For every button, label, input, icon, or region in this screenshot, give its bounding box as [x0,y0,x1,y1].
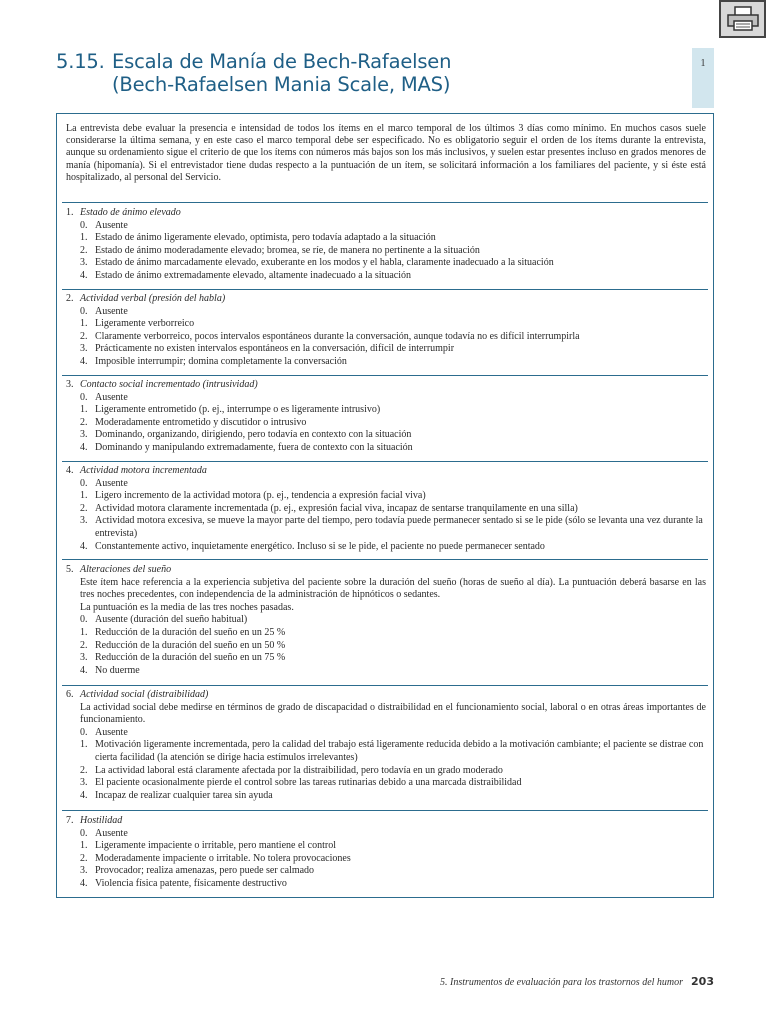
item-option: 3. Actividad motora excesiva, se mueve la mayor parte del tiempo, pero todavía puede permanecer sentado si se le pide (sólo se levanta una vez durante la entrevista) [80,515,703,539]
printer-icon [726,6,760,32]
footer-text: 5. Instrumentos de evaluación para los trastornos del humor [439,977,684,988]
item-option: 2. Moderadamente impaciente o irritable. No tolera provocaciones [80,852,351,864]
item-option: 0. Ausente [80,827,128,839]
page-number: 203 [691,975,714,988]
print-button[interactable] [719,0,766,38]
scale-item-1 [66,207,706,283]
item-option: 0. Ausente [80,219,128,231]
item-option: 3. Provocador; realiza amenazas, pero puede ser calmado [80,865,315,877]
item-option: 1. Estado de ánimo ligeramente elevado, optimista, pero todavía adaptado a la situación [80,232,436,244]
item-option: 4. Violencia física patente, físicamente destructivo [80,877,287,889]
item-title: 5. Alteraciones del sueño [66,564,172,575]
item-title: 7. Hostilidad [66,815,123,826]
item-description: Este ítem hace referencia a la experiencia subjetiva del paciente sobre la duración del sueño (horas de sueño al día). La puntuación deberá basarse en las tres noches precedentes, con independencia de la administración de hipnóticos o sedantes. [80,576,706,601]
item-option: 0. Ausente [80,305,128,317]
item-option: 3. El paciente ocasionalmente pierde el control sobre las tareas rutinarias debido a una marcada distraibilidad [80,777,522,789]
scale-item-4 [66,465,706,553]
scale-item-7 [66,815,706,891]
item-title: 1. Estado de ánimo elevado [66,207,181,218]
page-footer [300,975,714,988]
title-line-2: (Bech-Rafaelsen Mania Scale, MAS) [112,73,451,96]
divider [62,810,708,811]
section-number: 5.15. [56,50,105,73]
item-option: 3. Estado de ánimo marcadamente elevado, exuberante en los modos y el habla, claramente inadecuado a la situación [80,257,554,269]
scale-item-3 [66,379,706,455]
divider [62,461,708,462]
item-option: 4. Imposible interrumpir; domina completamente la conversación [80,355,347,367]
item-option: 1. Reducción de la duración del sueño en un 25 % [80,626,286,638]
item-option: 3. Prácticamente no existen intervalos espontáneos en la conversación, difícil de interrumpir [80,343,455,355]
item-option: 4. Dominando y manipulando extremadamente, fuera de contexto con la situación [80,441,413,453]
divider [62,375,708,376]
item-option: 2. Actividad motora claramente incrementada (p. ej., expresión facial viva, incapaz de sentarse tranquilamente en una silla) [80,502,578,514]
item-title: 3. Contacto social incrementado (intrusividad) [66,379,258,390]
item-option: 3. Dominando, organizando, dirigiendo, pero todavía en contexto con la situación [80,429,412,441]
item-option: 4. No duerme [80,664,140,676]
item-option: 4. Estado de ánimo extremadamente elevado, altamente inadecuado a la situación [80,269,411,281]
item-option: 0. Ausente [80,477,128,489]
item-option: 1. Ligeramente verborreico [80,318,195,330]
item-description: La puntuación es la media de las tres noches pasadas. [80,601,294,613]
intro-paragraph: La entrevista debe evaluar la presencia e intensidad de todos los ítems en el marco temporal de los últimos 3 días como mínimo. En muchos casos suele considerarse la última semana, y en este caso el marco temporal debe ser especificado. No es obligatorio seguir el orden de los ítems durante la entrevista, aunque su ordenamiento sigue el criterio de que los ítems con números más bajos son los más inclusivos, y suelen estar presentes incluso en grados menores de manía (hipomanía). Si el entrevistador tiene dudas respecto a la puntuación de un ítem, se solicitará información a los familiares del paciente, y si éste está hospitalizado, al personal del Servicio. [66,123,706,183]
item-option: 2. La actividad laboral está claramente afectada por la distraibilidad, pero todavía en un grado moderado [80,764,503,776]
divider [62,559,708,560]
title-line-1: Escala de Manía de Bech-Rafaelsen [112,50,452,73]
item-option: 4. Constantemente activo, inquietamente energético. Incluso si se le pide, el paciente no puede permanecer sentado [80,540,545,552]
divider [62,289,708,290]
divider [62,685,708,686]
item-title: 2. Actividad verbal (presión del habla) [66,293,226,304]
item-option: 1. Ligeramente entrometido (p. ej., interrumpe o es ligeramente intrusivo) [80,404,381,416]
divider [62,202,708,203]
item-option: 0. Ausente (duración del sueño habitual) [80,614,248,626]
chapter-tab: 1 [692,48,714,108]
page-title [56,50,676,96]
scale-item-2 [66,293,706,369]
item-option: 0. Ausente [80,391,128,403]
scale-item-6 [66,689,706,802]
item-title: 4. Actividad motora incrementada [66,465,207,476]
item-option: 4. Incapaz de realizar cualquier tarea sin ayuda [80,789,273,801]
item-option: 2. Moderadamente entrometido y discutidor o intrusivo [80,416,307,428]
item-description: La actividad social debe medirse en términos de grado de discapacidad o distraibilidad en el funcionamiento social, laboral o en otras áreas importantes de funcionamiento. [80,701,706,726]
item-option: 0. Ausente [80,726,128,738]
item-option: 2. Claramente verborreico, pocos intervalos espontáneos durante la conversación, aunque todavía no es difícil interrumpirla [80,330,580,342]
scale-item-5 [66,564,706,677]
item-option: 1. Ligero incremento de la actividad motora (p. ej., tendencia a expresión facial viva) [80,490,426,502]
item-option: 3. Reducción de la duración del sueño en un 75 % [80,652,286,664]
item-option: 2. Estado de ánimo moderadamente elevado; bromea, se ríe, de manera no pertinente a la situación [80,244,480,256]
item-option: 1. Motivación ligeramente incrementada, pero la calidad del trabajo está ligeramente reducida debido a la motivación cambiante; el paciente se distrae con cierta facilidad (la atención se dirige hacia estímulos irrelevantes) [80,739,704,763]
item-title: 6. Actividad social (distraibilidad) [66,689,209,700]
item-option: 1. Ligeramente impaciente o irritable, pero mantiene el control [80,840,337,852]
item-option: 2. Reducción de la duración del sueño en un 50 % [80,639,286,651]
